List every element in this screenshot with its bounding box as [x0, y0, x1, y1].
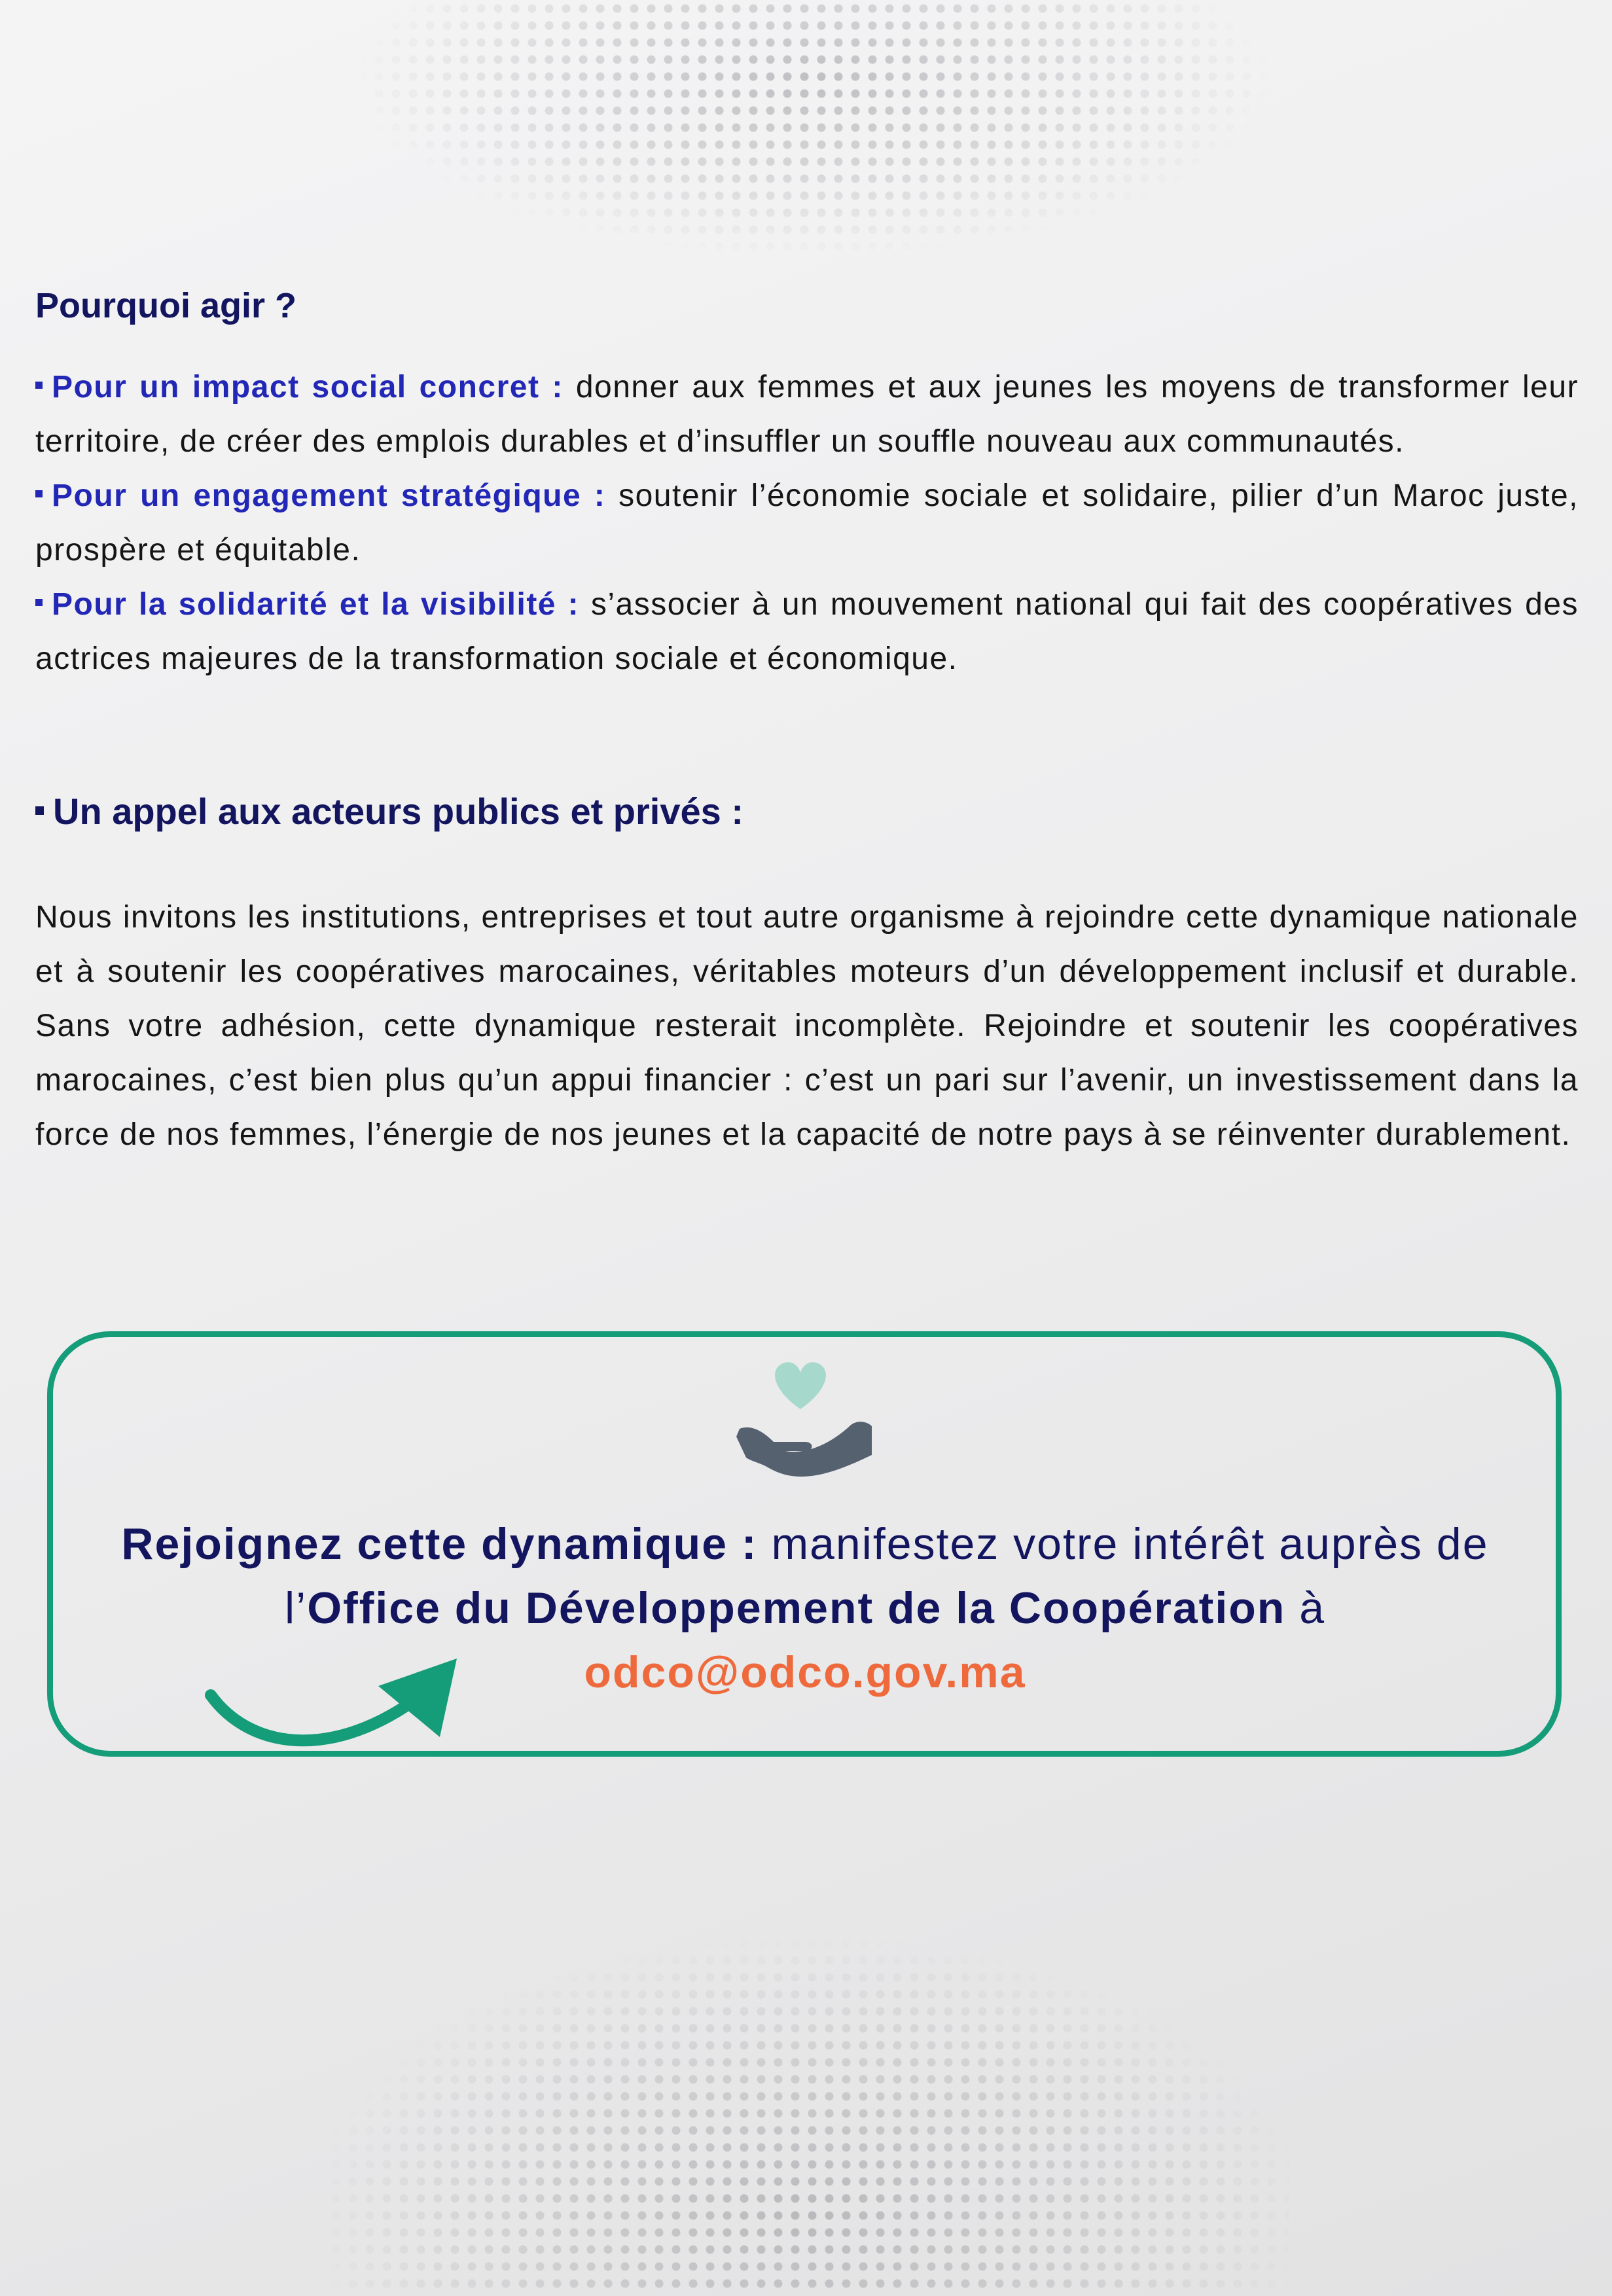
bullet-square-icon: [35, 490, 43, 497]
bullet-social-impact: [35, 360, 1579, 469]
heart-in-hand-icon: [733, 1358, 877, 1489]
why-act-heading: Pourquoi agir ?: [35, 286, 296, 325]
appeal-heading-text: Un appel aux acteurs publics et privés :: [53, 791, 744, 832]
appeal-paragraph: Nous invitons les institutions, entreprises et tout autre organisme à rejoindre cette dynamique nationale et à soutenir les coopératives marocaines, véritables moteurs d’un développement inclusif et durable. Sans votre adhésion, cette dynamique resterait incomplète. Rejoindre et soutenir les coopératives marocaines, c’est bien plus qu’un appui financier : c’est un pari sur l’avenir, un investissement dans la force de nos femmes, l’énergie de nos jeunes et la capacité de notre pays à se réinventer durablement.: [35, 900, 1579, 1152]
bullet-square-icon: [35, 382, 43, 389]
bullet-solidarity-visibility: [35, 577, 1579, 686]
dot-pattern-bottom: [327, 1833, 1289, 2296]
cta-text-2: à: [1285, 1583, 1326, 1633]
cta-lead: Rejoignez cette dynamique :: [121, 1519, 758, 1569]
cta-organization: Office du Développement de la Coopération: [307, 1583, 1286, 1633]
bullet-text: donner aux femmes et aux jeunes les moyens de transformer leur territoire, de créer des emplois durables et d’insuffler un souffle nouveau aux communautés.: [35, 370, 1579, 459]
bullet-text: soutenir l’économie sociale et solidaire, pilier d’un Maroc juste, prospère et équitable.: [35, 478, 1579, 567]
bullet-square-icon: [35, 599, 43, 606]
bullet-lead: Pour un engagement stratégique :: [52, 478, 606, 513]
bullet-square-icon: [35, 806, 44, 815]
bullet-lead: Pour un impact social concret :: [52, 370, 564, 404]
why-act-list: [35, 360, 1579, 686]
bullet-strategic-engagement: [35, 469, 1579, 577]
appeal-heading: [35, 793, 1579, 830]
call-to-action-text: [85, 1512, 1525, 1704]
cta-text-1: manifestez votre intérêt auprès de l’: [284, 1519, 1489, 1633]
contact-email-link[interactable]: odco@odco.gov.ma: [584, 1647, 1026, 1697]
bullet-lead: Pour la solidarité et la visibilité :: [52, 587, 580, 622]
bullet-text: s’associer à un mouvement national qui fait des coopératives des actrices majeures de la transformation sociale et économique.: [35, 587, 1579, 676]
